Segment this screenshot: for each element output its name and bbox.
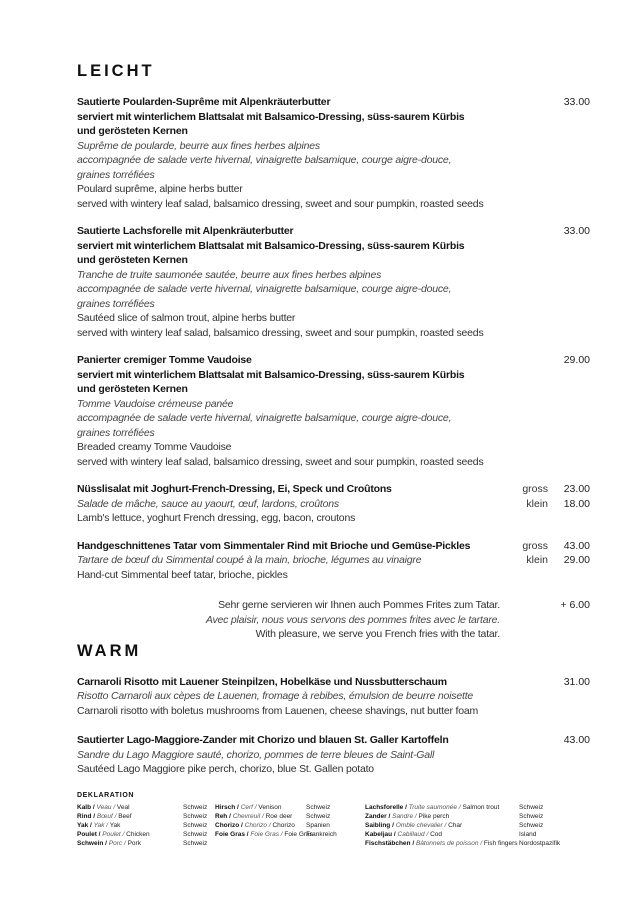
declaration-item-name: Reh / Chevreuil / Roe deer xyxy=(215,812,293,820)
item-line-fr: Sandre du Lago Maggiore sauté, chorizo, pommes de terre bleues de Saint-Gall xyxy=(77,748,435,761)
item-line-en: Sautéed Lago Maggiore pike perch, chorizo, blue St. Gallen potato xyxy=(77,763,374,775)
declaration-column-fish xyxy=(365,803,590,848)
declaration-item-name: Kalb / Veau / Veal xyxy=(77,803,130,811)
item-line-en: Poulard suprême, alpine herbs butter xyxy=(77,183,243,195)
item-line-de: und gerösteten Kernen xyxy=(77,254,188,266)
declaration-row xyxy=(77,821,215,830)
size-row xyxy=(496,497,590,512)
section-title-leicht: LEICHT xyxy=(77,62,155,80)
size-label: gross xyxy=(522,483,548,495)
item-price: 31.00 xyxy=(563,675,590,688)
declaration-item-origin: Schweiz xyxy=(183,803,208,811)
note-line-de: Sehr gerne servieren wir Ihnen auch Pommes Frites zum Tatar. xyxy=(218,599,500,611)
declaration-item-name: Kabeljau / Cabillaud / Cod xyxy=(365,830,442,838)
size-label: klein xyxy=(526,497,548,510)
declaration-item-name: Fischstäbchen / Bâtonnets de poisson / Fish fingers xyxy=(365,839,518,847)
declaration-item-origin: Schweiz xyxy=(519,812,544,820)
item-lines xyxy=(77,95,590,211)
declaration-row xyxy=(77,812,215,821)
item-title-de: Handgeschnittenes Tatar vom Simmentaler Rind mit Brioche und Gemüse-Pickles xyxy=(77,539,471,552)
item-title-de: Sautierter Lago-Maggiore-Zander mit Chorizo und blauen St. Galler Kartoffeln xyxy=(77,734,449,746)
item-line-de: serviert mit winterlichem Blattsalat mit Balsamico-Dressing, süss-saurem Kürbis xyxy=(77,110,465,123)
declaration-row xyxy=(77,839,215,848)
item-line-fr: accompagnée de salade verte hivernal, vinaigrette balsamique, courge aigre-douce, xyxy=(77,154,452,166)
declaration-item-origin: Schweiz xyxy=(306,803,331,811)
declaration-item-origin: Schweiz xyxy=(183,812,208,820)
menu-item-tatar xyxy=(77,539,590,583)
declaration-item-origin: Schweiz xyxy=(306,812,331,820)
item-title-de: Carnaroli Risotto mit Lauener Steinpilzen, Hobelkäse und Nussbutterschaum xyxy=(77,675,447,688)
menu-item-nuesslisalat xyxy=(77,482,590,526)
menu-item-carnaroli-risotto xyxy=(77,675,590,719)
item-line-en: Hand-cut Simmental beef tatar, brioche, pickles xyxy=(77,568,288,581)
item-line-de: serviert mit winterlichem Blattsalat mit Balsamico-Dressing, süss-saurem Kürbis xyxy=(77,368,465,381)
menu-content xyxy=(77,62,590,848)
item-lines xyxy=(77,733,590,777)
note-lines xyxy=(77,598,500,642)
declaration-row xyxy=(365,812,590,821)
item-line-fr: graines torréfiées xyxy=(77,426,155,439)
declaration-row xyxy=(215,821,365,830)
item-price-sizes xyxy=(496,482,590,511)
item-line-en: Breaded creamy Tomme Vaudoise xyxy=(77,441,232,453)
menu-item-lachsforelle xyxy=(77,224,590,340)
declaration-item-name: Chorizo / Chorizo / Chorizo xyxy=(215,821,295,829)
declaration-item-origin: Schweiz xyxy=(519,803,544,811)
declaration-item-name: Lachsforelle / Truite saumonée / Salmon trout xyxy=(365,803,500,811)
declaration-row xyxy=(365,839,590,848)
declaration-item-name: Saibling / Omble chevalier / Char xyxy=(365,821,463,829)
declaration-item-name: Foie Gras / Foie Gras / Foie Gras xyxy=(215,830,313,838)
declaration-row xyxy=(215,803,365,812)
size-row xyxy=(496,539,590,554)
declaration-column-meat xyxy=(77,803,215,848)
declaration-item-name: Yak / Yak / Yak xyxy=(77,821,121,829)
declaration-row xyxy=(215,812,365,821)
item-title-de: Sautierte Poularden-Suprême mit Alpenkräuterbutter xyxy=(77,96,331,108)
size-price: 23.00 xyxy=(563,483,590,495)
declaration-item-origin: Schweiz xyxy=(183,830,208,838)
declaration-item-origin: Schweiz xyxy=(183,839,208,847)
declaration-row xyxy=(365,821,590,830)
menu-item-poularden-supreme xyxy=(77,95,590,211)
declaration-item-origin: Schweiz xyxy=(183,821,208,829)
declaration-item-origin: Spanien xyxy=(306,821,330,829)
size-row xyxy=(496,482,590,497)
item-title-de: Panierter cremiger Tomme Vaudoise xyxy=(77,354,252,366)
size-price: 43.00 xyxy=(563,539,590,552)
menu-item-tomme-vaudoise xyxy=(77,353,590,469)
note-line-en: With pleasure, we serve you French fries with the tatar. xyxy=(255,628,500,640)
menu-item-zander xyxy=(77,733,590,777)
declaration-item-origin: Island xyxy=(519,830,537,838)
item-price: 33.00 xyxy=(563,225,590,237)
item-line-fr: accompagnée de salade verte hivernal, vinaigrette balsamique, courge aigre-douce, xyxy=(77,283,452,295)
declaration-title: DEKLARATION xyxy=(77,791,135,799)
supplement-note-pommes-frites xyxy=(77,598,590,642)
item-lines xyxy=(77,224,590,340)
size-price: 18.00 xyxy=(563,497,590,510)
size-price: 29.00 xyxy=(563,554,590,566)
item-price: 43.00 xyxy=(563,734,590,746)
declaration-item-origin: Schweiz xyxy=(519,821,544,829)
item-line-en: Sautéed slice of salmon trout, alpine herbs butter xyxy=(77,312,296,324)
item-line-de: serviert mit winterlichem Blattsalat mit Balsamico-Dressing, süss-saurem Kürbis xyxy=(77,239,465,252)
declaration-section xyxy=(77,792,590,848)
item-line-en: served with wintery leaf salad, balsamico dressing, sweet and sour pumpkin, roasted seeds xyxy=(77,455,484,468)
item-line-fr: Tranche de truite saumonée sautée, beurre aux fines herbes alpines xyxy=(77,268,382,281)
declaration-column-game xyxy=(215,803,365,839)
note-price: + 6.00 xyxy=(560,599,590,611)
item-line-fr: Risotto Carnaroli aux cèpes de Lauenen, fromage à rebibes, émulsion de beurre noisette xyxy=(77,690,474,702)
note-line-fr: Avec plaisir, nous vous servons des pommes frites avec le tartare. xyxy=(205,613,500,626)
item-line-fr: Tomme Vaudoise crémeuse panée xyxy=(77,397,234,410)
item-line-fr: Salade de mâche, sauce au yaourt, œuf, lardons, croûtons xyxy=(77,497,339,510)
item-lines xyxy=(77,353,590,469)
section-title-warm: WARM xyxy=(77,641,142,660)
item-price-sizes xyxy=(496,539,590,568)
declaration-item-name: Rind / Bœuf / Beef xyxy=(77,812,132,820)
item-line-en: Carnaroli risotto with boletus mushrooms from Lauenen, cheese shavings, nut butter foam xyxy=(77,704,479,717)
declaration-row xyxy=(365,803,590,812)
size-label: klein xyxy=(526,554,548,566)
declaration-row xyxy=(77,830,215,839)
item-line-en: Lamb's lettuce, yoghurt French dressing, egg, bacon, croutons xyxy=(77,512,356,524)
item-price: 29.00 xyxy=(563,354,590,366)
declaration-item-name: Poulet / Poulet / Chicken xyxy=(77,830,150,838)
declaration-item-origin: Frankreich xyxy=(306,830,337,838)
item-lines xyxy=(77,675,590,719)
item-line-de: und gerösteten Kernen xyxy=(77,383,188,395)
declaration-item-name: Schwein / Porc / Pork xyxy=(77,839,141,847)
item-line-fr: accompagnée de salade verte hivernal, vinaigrette balsamique, courge aigre-douce, xyxy=(77,412,452,424)
declaration-item-name: Zander / Sandre / Pike perch xyxy=(365,812,450,820)
item-line-de: und gerösteten Kernen xyxy=(77,125,188,137)
declaration-row xyxy=(365,830,590,839)
item-price: 33.00 xyxy=(563,96,590,108)
declaration-row xyxy=(77,803,215,812)
item-line-fr: graines torréfiées xyxy=(77,297,155,310)
item-line-fr: Tartare de bœuf du Simmental coupé à la main, brioche, légumes au vinaigre xyxy=(77,554,422,566)
declaration-item-name: Hirsch / Cerf / Venison xyxy=(215,803,282,811)
item-line-fr: graines torréfiées xyxy=(77,168,155,181)
item-line-fr: Suprême de poularde, beurre aux fines herbes alpines xyxy=(77,139,320,152)
size-label: gross xyxy=(522,539,548,552)
declaration-columns xyxy=(77,803,590,848)
item-title-de: Nüsslisalat mit Joghurt-French-Dressing, Ei, Speck und Croûtons xyxy=(77,483,392,495)
item-line-en: served with wintery leaf salad, balsamico dressing, sweet and sour pumpkin, roasted seeds xyxy=(77,326,484,339)
size-row xyxy=(496,553,590,568)
declaration-item-origin: Nordostpazifik xyxy=(519,839,561,847)
declaration-row xyxy=(215,830,365,839)
item-title-de: Sautierte Lachsforelle mit Alpenkräuterbutter xyxy=(77,225,294,237)
item-line-en: served with wintery leaf salad, balsamico dressing, sweet and sour pumpkin, roasted seeds xyxy=(77,197,484,210)
